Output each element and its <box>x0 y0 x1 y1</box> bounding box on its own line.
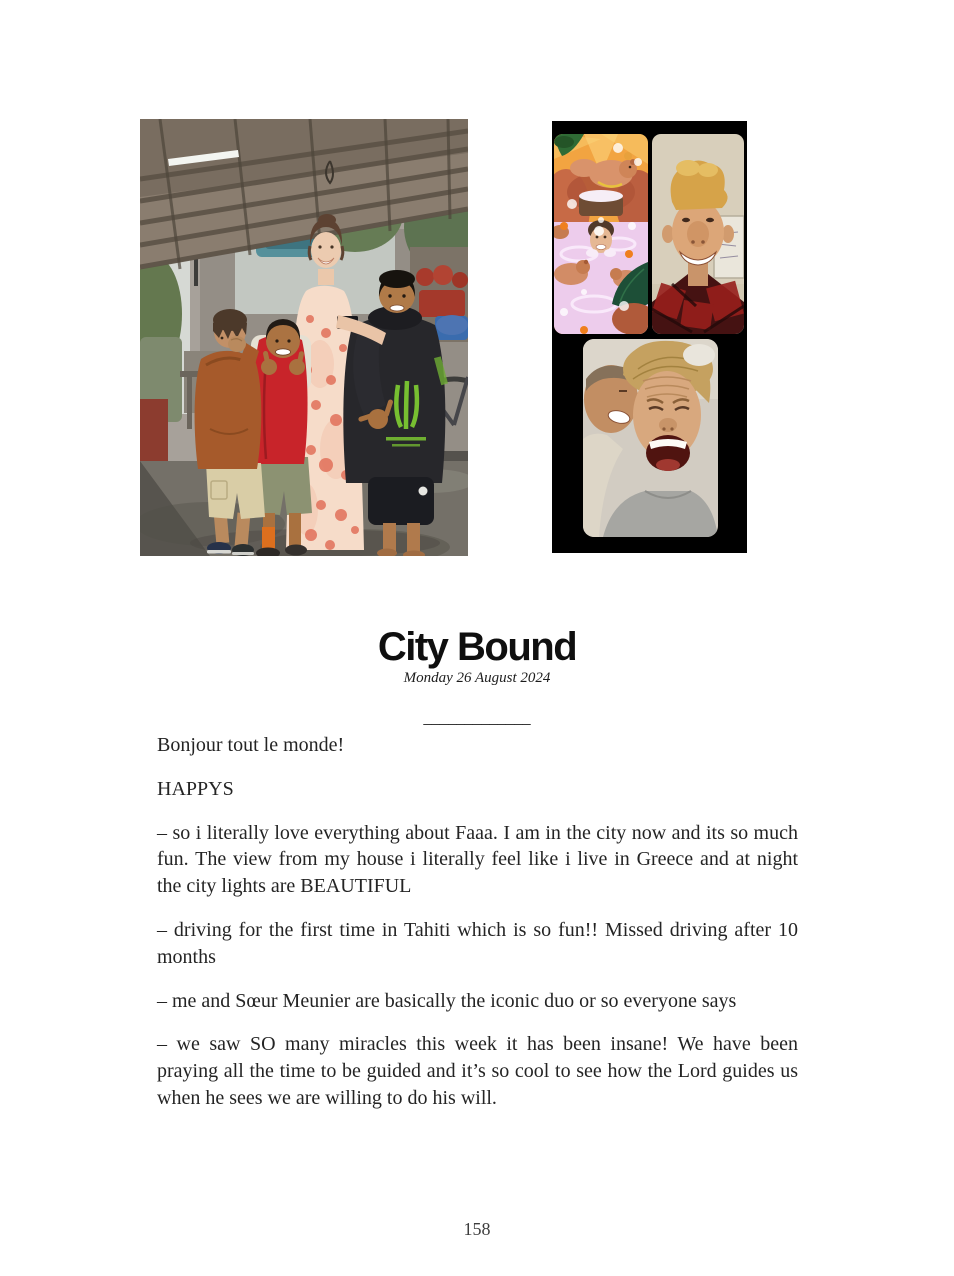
video-tile-brother <box>652 134 744 334</box>
page-number: 158 <box>463 1219 491 1239</box>
section-divider: _____________ <box>423 708 531 727</box>
article-body <box>157 732 798 1129</box>
hair-scrunchie <box>683 344 715 366</box>
paragraph-greeting: Bonjour tout le monde! <box>157 734 345 756</box>
paragraph-happy-driving: – driving for the first time in Tahiti which is so fun!! Missed driving after 10 months <box>157 918 798 968</box>
video-tile-capybara-filter <box>552 134 660 335</box>
paragraph-happys-heading: HAPPYS <box>157 777 234 800</box>
video-tile-parents <box>583 339 718 537</box>
group-photo-illustration <box>140 119 468 556</box>
article-title: City Bound <box>377 625 577 669</box>
photo-video-call <box>552 121 747 553</box>
paragraph-happy-miracles: – we saw SO many miracles this week it has been insane! We have been praying all the time to be guided and it’s so cool to see how the Lord guides us when he sees we are willing to do his will. <box>157 1033 798 1109</box>
article-date: Monday 26 August 2024 <box>403 670 551 686</box>
photo-group-children <box>140 119 468 556</box>
paragraph-happy-faaa: – so i literally love everything about Faaa. I am in the city now and its so much fun. The view from my house i literally feel like i live in Greece and at night the city lights are BEAUTIFUL <box>157 821 798 898</box>
paragraph-happy-duo: – me and Sœur Meunier are basically the iconic duo or so everyone says <box>157 989 737 1012</box>
video-call-illustration <box>552 121 747 553</box>
